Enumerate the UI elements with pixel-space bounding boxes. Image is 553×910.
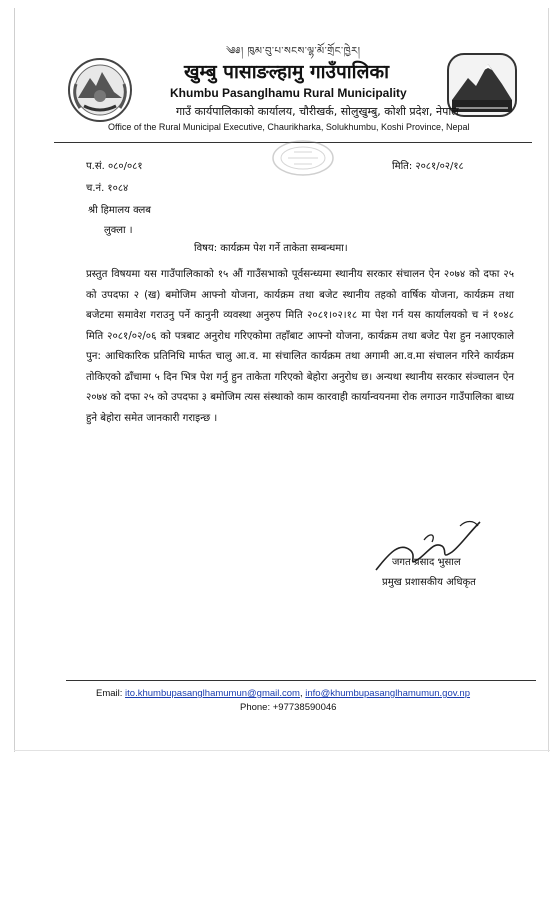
email-label: Email: [96,688,123,699]
page-edge-right [548,8,549,752]
email-link-official[interactable]: info@khumbupasanglhamumun.gov.np [305,688,471,699]
office-address-english: Office of the Rural Municipal Executive, Chaurikharka, Solukhumbu, Koshi Province, Nepal [108,122,470,132]
email-link-gmail[interactable]: ito.khumbupasanglhamumun@gmail.com [125,688,300,699]
signatory-name: जगत प्रसाद भुसाल [392,557,461,568]
office-address-nepali: गाउँ कार्यपालिकाको कार्यालय, चौरीखर्क, सोलुखुम्बु, कोशी प्रदेश, नेपाल [176,105,459,118]
footer-divider [66,680,536,681]
faded-stamp [270,138,336,178]
municipality-name-english: Khumbu Pasanglhamu Rural Municipality [170,86,407,100]
letter-date: मिति: २०८१/०२/१८ [392,161,464,172]
dispatch-number: च.नं. १०८४ [86,183,129,194]
municipality-name-nepali: खुम्बु पासाङल्हामु गाउँपालिका [184,61,389,83]
nepal-emblem-logo [66,56,134,124]
reference-number: प.सं. ०८०/०८१ [86,161,143,172]
page-edge-left [14,8,15,752]
page-bottom-edge [14,750,550,751]
letter-subject: विषय: कार्यक्रम पेश गर्ने ताकेता सम्बन्धमा। [194,243,348,254]
email-separator: , [299,688,303,699]
handwritten-signature [370,512,490,580]
tibetan-header-line: ༄༅། ཁུམ་བུ་པ་སངས་ལྷ་མོ་གྲོང་ཁྱེར། [226,46,361,57]
footer-email-line [96,688,470,699]
recipient-name: श्री हिमालय क्लब [88,205,152,216]
footer-phone: Phone: +97738590046 [240,702,337,713]
signatory-title: प्रमुख प्रशासकीय अधिकृत [382,577,476,588]
letter-body: प्रस्तुत विषयमा यस गाउँपालिकाको १५ औं गाउँसभाको पूर्वसन्ध्यमा स्थानीय सरकार संचालन ऐन २०७४ को दफा २५ को उपदफा २ (ख) बमोजिम आफ्नो योजना, कार्यक्रम तथा बजेट स्थानीय तहको वार्षिक योजना, कार्यक्रम तथा बजेटमा समावेश गराउनु पर्ने कानुनी व्यवस्था अनुरुप मिति २०८१।०२।१८ मा पेश गर्न यस कार्यालयको च नं १०४८ मिति २०८१/०२/०६ को पत्रबाट अनुरोध गरिएकोमा तहाँबाट आफ्नो योजना, कार्यक्रम तथा बजेट पेश हुन नआएकाले पुन: आधिकारिक प्रतिनिधि मार्फत चालु आ.व. मा संचालित कार्यक्रम तथा अगामी आ.व.मा संचालन गरिने कार्यक्रम तोकिएको ढाँचामा ५ दिन भित्र पेश गर्नु हुन ताकेता गरिएको बेहोरा अनुरोध छ। अन्यथा स्थानीय सरकार संञ्चालन ऐन २०७४ को दफा २५ को उपदफा ३ बमोजिम त्यस संस्थाको काम कारवाही कार्यान्वयनमा रोक लगाउन गाउँपालिका बाध्य हुने बेहोरा समेत जानकारी गराइन्छ । [86,269,514,424]
recipient-location: लुक्ला । [104,225,133,236]
